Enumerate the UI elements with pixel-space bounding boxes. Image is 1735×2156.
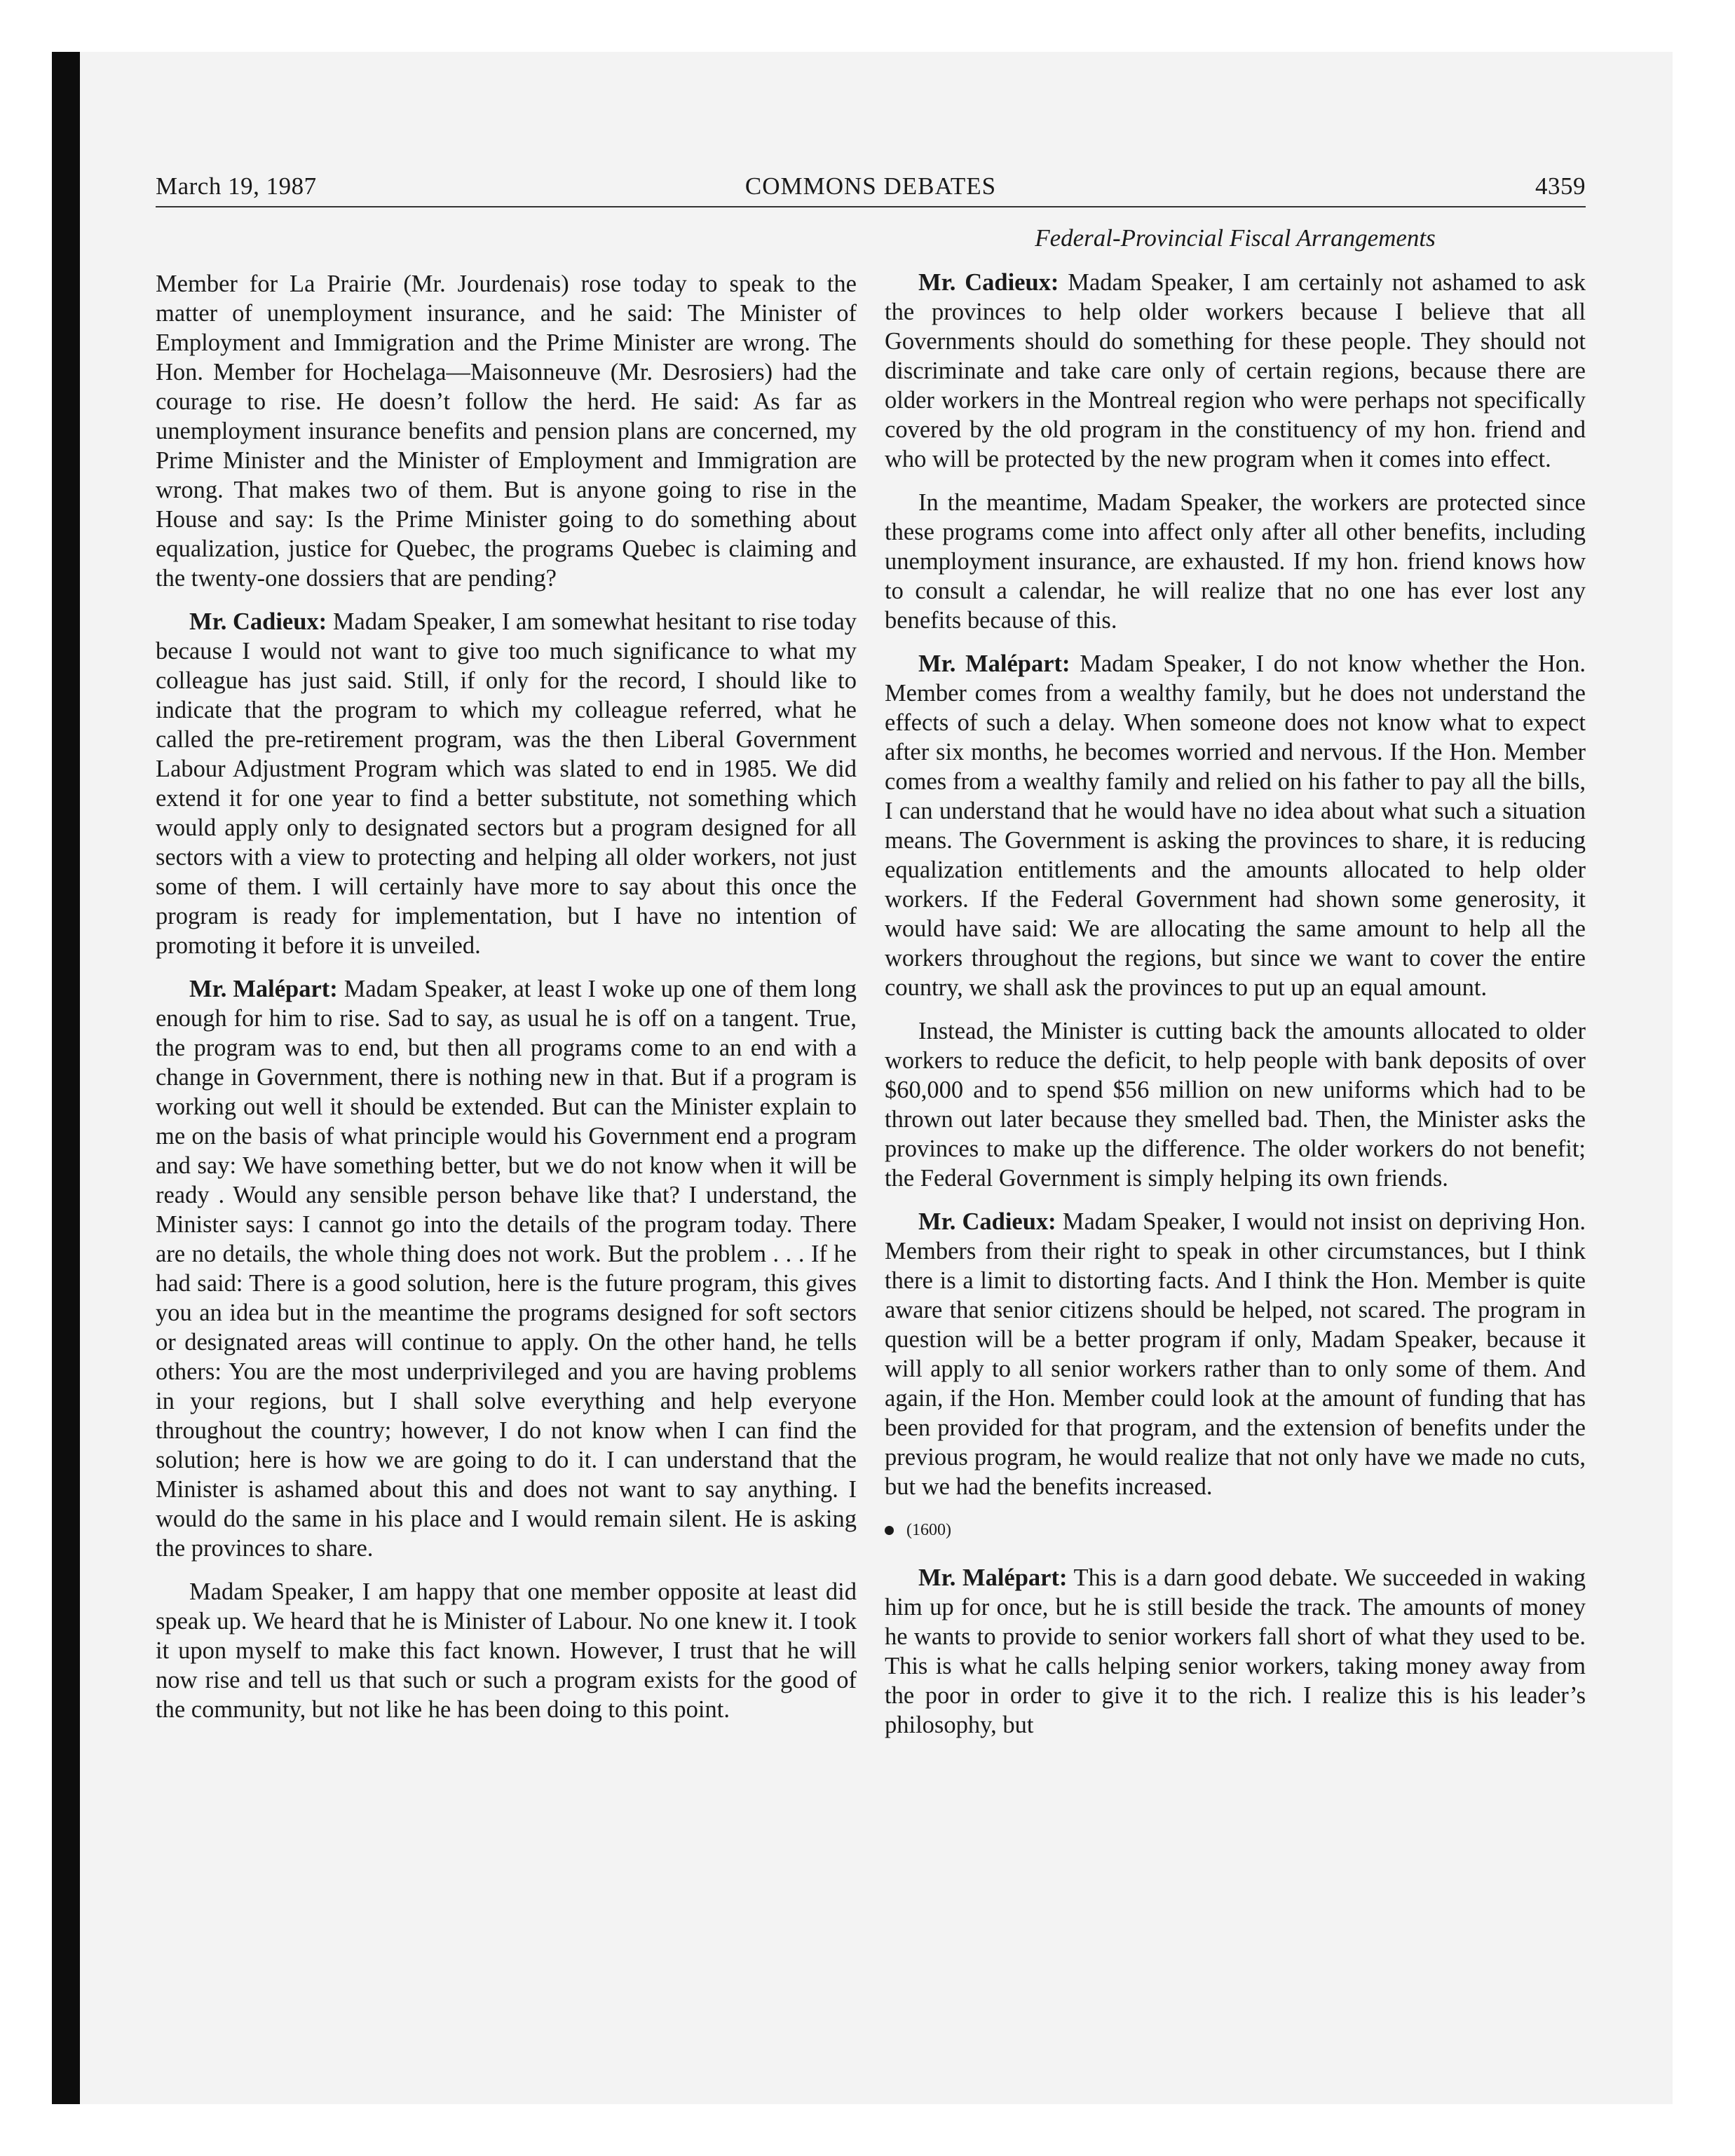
right-column — [885, 268, 1586, 1754]
page-header — [156, 172, 1586, 207]
timestamp-text: (1600) — [906, 1521, 951, 1539]
paragraph: Mr. Cadieux: Madam Speaker, I would not insist on depriving Hon. Members from their right to speak in other circumstances, but I think there is a limit to distorting facts. And I think the Hon. Member is quite aware that senior citizens should be helped, not scared. The program in question will be a better program if only, Madam Speaker, because it will apply to all senior workers rather than to only some of them. And again, if the Hon. Member could look at the amount of funding that has been provided for that program, and the extension of benefits under the previous program, he would realize that not only have we made no cuts, but we had the benefits increased. — [885, 1208, 1586, 1500]
header-title: COMMONS DEBATES — [744, 172, 997, 200]
speaker-name: Mr. Cadieux: — [918, 1208, 1056, 1235]
header-rule — [156, 206, 1586, 207]
paragraph: Instead, the Minister is cutting back the amounts allocated to older workers to reduce the deficit, to help people with bank deposits of over $60,000 and to spend $56 million on new uniforms which had to be thrown out later because they smelled bad. Then, the Minister asks the provinces to make up the difference. The older workers do not benefit; the Federal Government is simply helping its own friends. — [885, 1018, 1586, 1192]
speaker-name: Mr. Malépart: — [918, 1564, 1068, 1591]
speaker-name: Mr. Cadieux: — [189, 608, 327, 635]
header-date: March 19, 1987 — [156, 172, 317, 200]
time-marker — [885, 1515, 1586, 1545]
binding-edge — [52, 52, 80, 2104]
paragraph: In the meantime, Madam Speaker, the workers are protected since these programs come into affect only after all other benefits, including unemployment insurance, are exhausted. If my hon. friend knows how to consult a calendar, he will realize that no one has ever lost any benefits because of this. — [885, 489, 1586, 634]
bullet-icon — [885, 1526, 894, 1535]
speaker-name: Mr. Cadieux: — [918, 269, 1059, 296]
left-column — [156, 269, 857, 1738]
paragraph: Mr. Cadieux: Madam Speaker, I am certainly not ashamed to ask the provinces to help older workers because I believe that all Governments should do something for these people. They should not discriminate and take care only of certain regions, because there are older workers in the Montreal region who were perhaps not specifically covered by the old program in the constituency of my hon. friend and who will be protected by the new program when it comes into effect. — [885, 269, 1586, 472]
speaker-name: Mr. Malépart: — [189, 976, 338, 1002]
paragraph: Mr. Malépart: This is a darn good debate. We succeeded in waking him up for once, but he is still beside the track. The amounts of money he wants to provide to senior workers fall short of what they used to be. This is what he calls helping senior workers, taking money away from the poor in order to give it to the rich. I realize this is his leader’s philosophy, but — [885, 1564, 1586, 1738]
section-title: Federal-Provincial Fiscal Arrangements — [1035, 224, 1436, 252]
paragraph: Madam Speaker, I am happy that one member opposite at least did speak up. We heard that he is Minister of Labour. No one knew it. I took it upon myself to make this fact known. However, I trust that he will now rise and tell us that such or such a program exists for the good of the community, but not like he has been doing to this point. — [156, 1578, 857, 1723]
paragraph: Mr. Cadieux: Madam Speaker, I am somewhat hesitant to rise today because I would not want to give too much significance to what my colleague has just said. Still, if only for the record, I should like to indicate that the program to which my colleague referred, what he called the pre-retirement program, was the then Liberal Government Labour Adjustment Program which was slated to end in 1985. We did extend it for one year to find a better substitute, not something which would apply only to designated sectors but a program designed for all sectors with a view to protecting and helping all older workers, not just some of them. I will certainly have more to say about this once the program is ready for implementation, but I have no intention of promoting it before it is unveiled. — [156, 608, 857, 959]
paragraph: Mr. Malépart: Madam Speaker, I do not know whether the Hon. Member comes from a wealthy family, but he does not understand the effects of such a delay. When someone does not know what to expect after six months, he becomes worried and nervous. If the Hon. Member comes from a wealthy family and relied on his father to pay all the bills, I can understand that he would have no idea about what such a situation means. The Government is asking the provinces to share, it is reducing equalization entitlements and the amounts allocated to help older workers. If the Federal Government had shown some generosity, it would have said: We are allocating the same amount to help all the workers throughout the regions, but since we want to cover the entire country, we shall ask the provinces to put up an equal amount. — [885, 650, 1586, 1001]
speaker-name: Mr. Malépart: — [918, 650, 1070, 677]
paragraph: Mr. Malépart: Madam Speaker, at least I woke up one of them long enough for him to rise. Sad to say, as usual he is off on a tangent. True, the program was to end, but then all programs come to an end with a change in Government, there is nothing new in that. But if a program is working out well it should be extended. But can the Minister explain to me on the basis of what principle would his Government end a program and say: We have something better, but we do not know when it will be ready . Would any sensible person behave like that? I understand, the Minister says: I cannot go into the details of the program today. There are no details, the whole thing does not work. But the problem . . . If he had said: There is a good solution, here is the future program, this gives you an idea but in the meantime the programs designed for soft sectors or designated areas will continue to apply. On the other hand, he tells others: You are the most underprivileged and you are having problems in your regions, but I shall solve everything and help everyone throughout the country; however, I do not know when I can find the solution; here is how we are going to do it. I can understand that the Minister is ashamed about this and does not want to say anything. I would do the same in his place and I would remain silent. He is asking the provinces to share. — [156, 976, 857, 1562]
page-number: 4359 — [1535, 172, 1586, 200]
paragraph: Member for La Prairie (Mr. Jourdenais) rose today to speak to the matter of unemployment insurance, and he said: The Minister of Employment and Immigration and the Prime Minister are wrong. The Hon. Member for Hochelaga—Maisonneuve (Mr. Desrosiers) had the courage to rise. He doesn’t follow the herd. He said: As far as unemployment insurance benefits and pension plans are concerned, my Prime Minister and the Minister of Employment and Immigration are wrong. That makes two of them. But is anyone going to rise in the House and say: Is the Prime Minister going to do something about equalization, justice for Quebec, the programs Quebec is claiming and the twenty-one dossiers that are pending? — [156, 271, 857, 592]
